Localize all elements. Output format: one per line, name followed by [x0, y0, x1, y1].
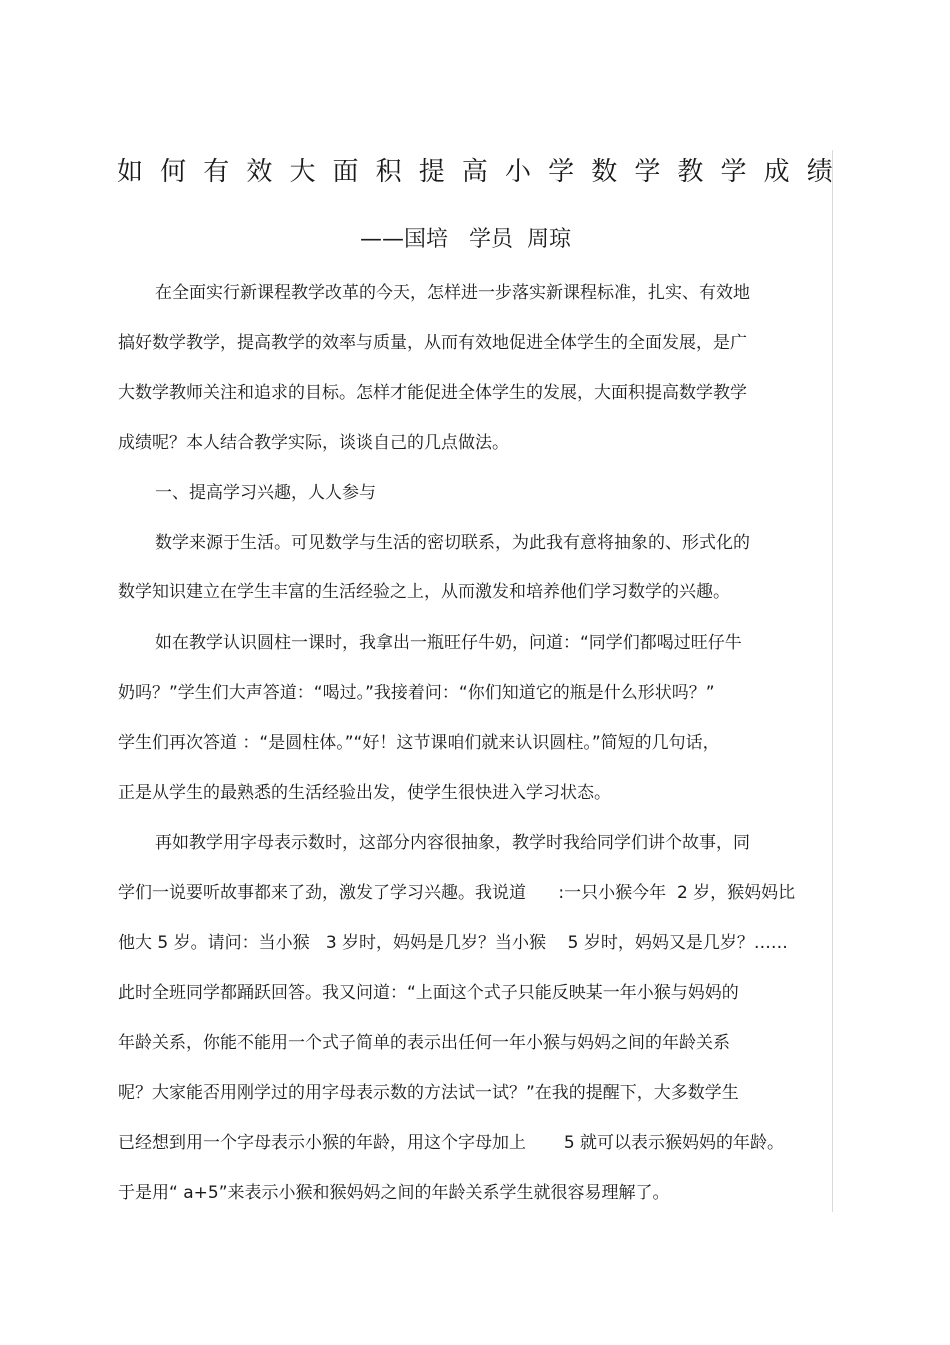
paragraph-line: 如在教学认识圆柱一课时，我拿出一瓶旺仔牛奶，问道：“同学们都喝过旺仔牛 — [155, 633, 742, 653]
paragraph-line: 于是用“ a+5”来表示小猴和猴妈妈之间的年龄关系学生就很容易理解了。 — [118, 1183, 670, 1203]
title-char: 提 — [418, 157, 445, 187]
paragraph-line: 正是从学生的最熟悉的生活经验出发，使学生很快进入学习状态。 — [118, 783, 611, 803]
section-heading: 一、提高学习兴趣，人人参与 — [155, 483, 376, 503]
paragraph-line: 年龄关系，你能不能用一个式子简单的表示出任何一年小猴与妈妈之间的年龄关系 — [118, 1033, 730, 1053]
title-char: 学 — [548, 157, 575, 187]
title-char: 积 — [375, 157, 402, 187]
title-char: 大 — [289, 157, 316, 187]
title-char: 数 — [591, 157, 618, 187]
paragraph-line: 此时全班同学都踊跃回答。我又问道：“上面这个式子只能反映某一年小猴与妈妈的 — [118, 983, 739, 1003]
paragraph-line: 呢？大家能否用刚学过的用字母表示数的方法试一试？”在我的提醒下，大多数学生 — [118, 1083, 739, 1103]
title-char: 教 — [677, 157, 704, 187]
paragraph-line: 搞好数学教学，提高教学的效率与质量，从而有效地促进全体学生的全面发展，是广 — [118, 333, 747, 353]
paragraph-line: 奶吗？”学生们大声答道：“喝过。”我接着问：“你们知道它的瓶是什么形状吗？” — [118, 683, 715, 703]
title-char: 面 — [332, 157, 359, 187]
paragraph-line: 再如教学用字母表示数时，这部分内容很抽象，教学时我给同学们讲个故事，同 — [155, 833, 750, 853]
title-char: 绩 — [806, 157, 833, 187]
author-subtitle: ——国培 学员 周琼 — [360, 227, 571, 252]
page-edge-rule — [832, 150, 833, 1212]
paragraph-line: 学生们再次答道 ：“是圆柱体。”“好！这节课咱们就来认识圆柱。”简短的几句话， — [118, 733, 720, 753]
title-char: 高 — [461, 157, 488, 187]
paragraph-line: 他大 5 岁。请问：当小猴 3 岁时，妈妈是几岁？当小猴 5 岁时，妈妈又是几岁？…… — [118, 933, 788, 953]
title-char: 效 — [246, 157, 273, 187]
title-char: 有 — [203, 157, 230, 187]
document-title — [117, 152, 833, 192]
title-char: 小 — [504, 157, 531, 187]
paragraph-line: 学们一说要听故事都来了劲，激发了学习兴趣。我说道 :一只小猴今年 2 岁，猴妈妈比 — [118, 883, 796, 903]
title-char: 何 — [160, 157, 187, 187]
paragraph-line: 数学来源于生活。可见数学与生活的密切联系，为此我有意将抽象的、形式化的 — [155, 533, 750, 553]
title-char: 学 — [634, 157, 661, 187]
paragraph-line: 大数学教师关注和追求的目标。怎样才能促进全体学生的发展，大面积提高数学教学 — [118, 383, 747, 403]
paragraph-line: 数学知识建立在学生丰富的生活经验之上，从而激发和培养他们学习数学的兴趣。 — [118, 582, 730, 602]
paragraph-line: 在全面实行新课程教学改革的今天，怎样进一步落实新课程标准，扎实、有效地 — [155, 283, 750, 303]
paragraph-line: 已经想到用一个字母表示小猴的年龄，用这个字母加上 5 就可以表示猴妈妈的年龄。 — [118, 1133, 785, 1153]
paragraph-line: 成绩呢？本人结合教学实际，谈谈自己的几点做法。 — [118, 433, 509, 453]
title-char: 成 — [763, 157, 790, 187]
title-char: 学 — [720, 157, 747, 187]
title-char: 如 — [117, 157, 144, 187]
